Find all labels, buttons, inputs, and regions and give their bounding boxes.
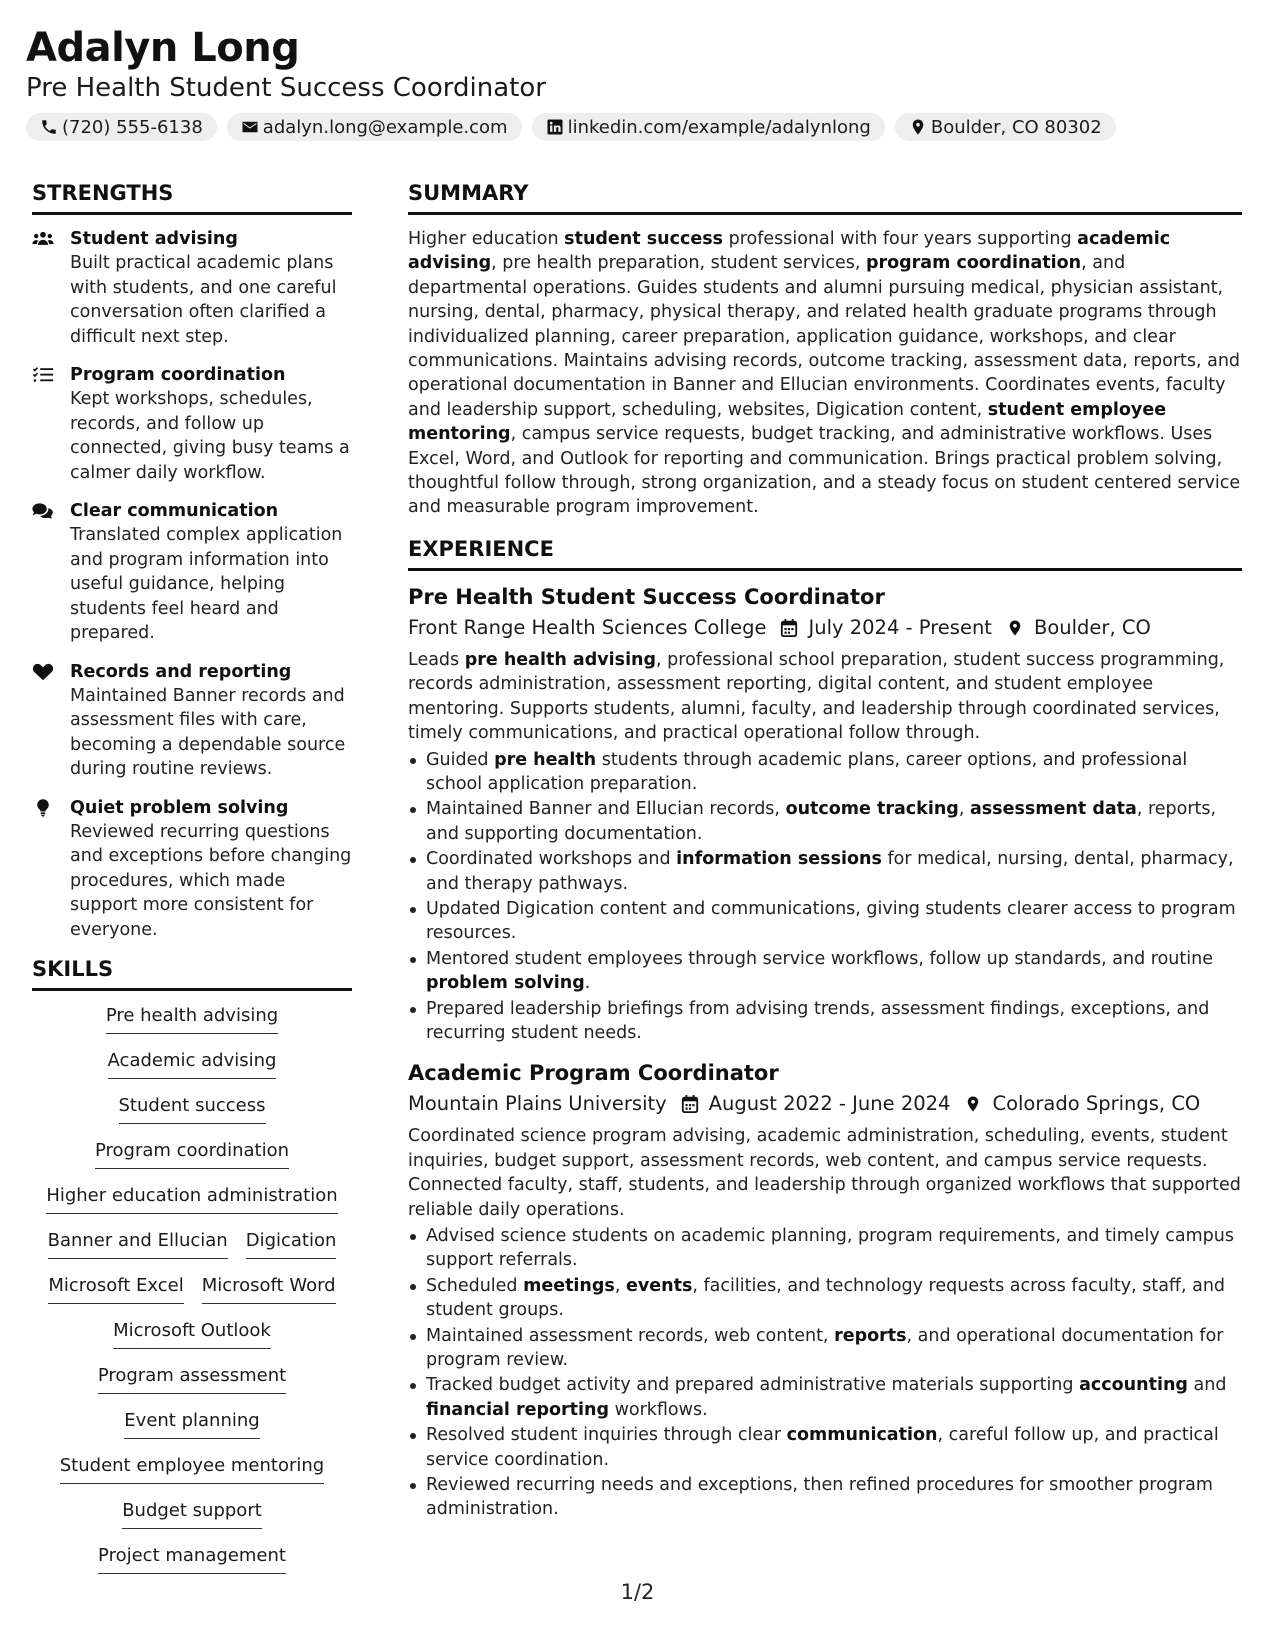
text-segment: Prepared leadership briefings from advising trends, assessment findings, exceptions, and recurring student needs. [426, 998, 1210, 1043]
skill-tag: Pre health advising [106, 1003, 278, 1034]
text-segment: professional with four years supporting [723, 229, 1078, 249]
bullet-item [408, 1224, 1242, 1273]
job-description [408, 1124, 1242, 1222]
bold-keyword: program coordination [865, 253, 1082, 274]
bold-keyword: communication [786, 1425, 938, 1446]
text-segment: . [584, 973, 591, 994]
experience-heading: EXPERIENCE [408, 536, 1242, 571]
skill-row [48, 1228, 337, 1273]
bullet-item [408, 1274, 1242, 1323]
text-segment: Leads [408, 649, 465, 670]
bold-keyword: financial reporting [426, 1399, 609, 1420]
text-segment: Resolved student inquiries through clear [426, 1425, 787, 1446]
bold-keyword: pre health [494, 749, 597, 770]
bullet-item [408, 748, 1242, 797]
contact-location-text: Boulder, CO 80302 [930, 116, 1102, 138]
job-dates: July 2024 - Present [808, 615, 992, 639]
calendar-icon [681, 1094, 699, 1114]
bullet-item [408, 1324, 1242, 1373]
strength-description: Maintained Banner records and assessment files with care, becoming a dependable source during routine reviews. [70, 685, 346, 779]
contact-location[interactable] [895, 113, 1116, 141]
strength-description: Kept workshops, schedules, records, and follow up connected, giving busy teams a calmer daily workflow. [70, 389, 350, 483]
strength-item [32, 227, 352, 349]
skill-row [119, 1093, 266, 1138]
strength-item [32, 499, 352, 646]
job-location: Boulder, CO [1033, 615, 1151, 639]
text-segment: for medical, nursing, dental, pharmacy, and therapy pathways. [426, 849, 1234, 894]
map-pin-icon [964, 1094, 982, 1114]
text-segment: workflows. [609, 1399, 708, 1420]
text-segment: Maintained assessment records, web content, [426, 1325, 835, 1346]
contact-bar [26, 113, 1116, 141]
job-meta [408, 614, 1242, 642]
bold-keyword: accounting [1079, 1375, 1188, 1396]
text-segment: Updated Digication content and communications, giving students clearer access to program resources. [426, 898, 1236, 944]
skill-tag: Program assessment [98, 1363, 286, 1394]
text-segment: students through academic plans, career options, and professional school application preparation. [426, 749, 1188, 794]
bullet-item [408, 1373, 1242, 1422]
bold-keyword: information sessions [676, 849, 882, 870]
text-segment: Reviewed recurring needs and exceptions, then refined procedures for smoother program administration. [426, 1475, 1213, 1520]
strength-item [32, 796, 352, 943]
job-title: Pre Health Student Success Coordinator [408, 584, 885, 609]
page-indicator: 1/2 [620, 1580, 655, 1604]
text-segment: , and operational documentation for program review. [426, 1325, 1224, 1371]
skill-row [108, 1048, 277, 1093]
strength-description: Reviewed recurring questions and exceptions before changing procedures, which made support more consistent for everyone. [70, 821, 352, 940]
strength-title: Student advising [70, 229, 238, 249]
bold-keyword: student success [564, 229, 724, 249]
skill-tag: Digication [246, 1228, 337, 1259]
bullet-item [408, 1423, 1242, 1472]
job-description [408, 648, 1242, 746]
skill-row [46, 1183, 337, 1228]
summary-heading: SUMMARY [408, 180, 1242, 215]
experience-list [408, 583, 1242, 1522]
bullet-item [408, 1473, 1242, 1522]
skill-tag: Student employee mentoring [60, 1453, 324, 1484]
right-column [408, 180, 1242, 1536]
skill-row [98, 1363, 286, 1408]
contact-email-text: adalyn.long@example.com [262, 116, 508, 138]
heart-icon [32, 662, 54, 682]
skill-row [124, 1408, 259, 1453]
bold-keyword: outcome tracking [785, 799, 959, 820]
bullet-item [408, 797, 1242, 846]
skill-row [113, 1318, 271, 1363]
strength-title: Records and reporting [70, 661, 292, 682]
strengths-heading: STRENGTHS [32, 180, 352, 215]
bullet-item [408, 997, 1242, 1046]
text-segment: Tracked budget activity and prepared administrative materials supporting [426, 1375, 1080, 1396]
bold-keyword: events [625, 1275, 693, 1296]
skill-tag: Program coordination [95, 1138, 289, 1169]
bold-keyword: student employee mentoring [408, 399, 1167, 445]
strength-description: Built practical academic plans with students, and one careful conversation often clarified a difficult next step. [70, 253, 337, 347]
checklist-icon [32, 365, 54, 385]
text-segment: , and departmental operations. Guides students and alumni pursuing medical, physician assistant, nursing, dental, pharmacy, physical therapy, and related health graduate programs through individualized planning, career preparation, application guidance, workshops, and clear communications. Maintains advising records, outcome tracking, assessment data, reports, and operational documentation in Banner and Ellucian environments. Coordinates events, faculty and leadership support, scheduling, websites, Digication content, [408, 253, 1241, 420]
skill-row [106, 1003, 278, 1048]
strength-item [32, 660, 352, 782]
job-title: Academic Program Coordinator [408, 1061, 779, 1086]
skill-row [60, 1453, 324, 1498]
skill-tag: Student success [119, 1093, 266, 1124]
company-name: Front Range Health Sciences College [408, 615, 767, 639]
left-column [32, 180, 352, 1588]
bullet-item [408, 847, 1242, 896]
text-segment: , professional school preparation, student success programming, records administration, assessment reporting, digital content, and student employee mentoring. Supports students, alumni, faculty, and leadership through coordinated services, timely communications, and practical operational follow through. [408, 649, 1225, 744]
text-segment: , facilities, and technology requests across faculty, staff, and student groups. [426, 1275, 1226, 1321]
skill-tag: Project management [98, 1543, 286, 1574]
job-bullets [408, 1224, 1242, 1522]
skill-tag: Banner and Ellucian [48, 1228, 228, 1259]
job-dates: August 2022 - June 2024 [708, 1092, 951, 1116]
lightbulb-icon [32, 798, 54, 818]
bold-keyword: meetings [523, 1275, 615, 1296]
summary-text [408, 227, 1242, 520]
skill-tag: Event planning [124, 1408, 259, 1439]
strength-description: Translated complex application and program information into useful guidance, helping students feel heard and prepared. [70, 525, 343, 643]
users-icon [32, 229, 54, 249]
text-segment: , [614, 1275, 626, 1296]
company-name: Mountain Plains University [408, 1092, 667, 1116]
text-segment: Maintained Banner and Ellucian records, [426, 799, 786, 820]
skill-row [95, 1138, 289, 1183]
strength-title: Program coordination [70, 365, 286, 385]
skill-tag: Microsoft Outlook [113, 1318, 271, 1349]
text-segment: Higher education [408, 229, 565, 249]
text-segment: Coordinated science program advising, academic administration, scheduling, events, student inquiries, budget support, assessment records, web content, and campus service requests. Connected faculty, staff, students, and leadership through organized workflows that supported reliable daily operations. [408, 1126, 1241, 1220]
text-segment: Mentored student employees through service workflows, follow up standards, and routine [426, 948, 1213, 969]
contact-email[interactable] [227, 113, 522, 141]
text-segment: and [1187, 1375, 1227, 1396]
skill-row [122, 1498, 262, 1543]
skill-tag: Academic advising [108, 1048, 277, 1079]
chat-bubbles-icon [32, 501, 54, 521]
strength-title: Clear communication [70, 501, 279, 521]
bold-keyword: problem solving [426, 973, 585, 994]
contact-linkedin[interactable] [532, 113, 885, 141]
strength-title: Quiet problem solving [70, 797, 289, 818]
text-segment: , pre health preparation, student services, [491, 253, 866, 274]
text-segment: Coordinated workshops and [426, 849, 677, 870]
skill-row [48, 1273, 335, 1318]
contact-phone[interactable] [26, 113, 217, 141]
bold-keyword: assessment data [969, 799, 1137, 820]
text-segment: , campus service requests, budget tracking, and administrative workflows. Uses Excel, Word, and Outlook for reporting and communication. Brings practical problem solving, thoughtful follow through, strong organization, and a steady focus on student centered service and measurable program improvement. [408, 424, 1241, 518]
candidate-title: Pre Health Student Success Coordinator [26, 73, 546, 103]
job-entry [408, 583, 1242, 1046]
job-location: Colorado Springs, CO [992, 1092, 1201, 1116]
map-pin-icon [1006, 618, 1024, 638]
skill-tag: Higher education administration [46, 1183, 337, 1214]
text-segment: Scheduled [426, 1275, 524, 1296]
skill-tag: Microsoft Word [202, 1273, 336, 1304]
phone-icon [40, 118, 58, 136]
calendar-icon [780, 618, 798, 638]
map-pin-icon [909, 118, 927, 136]
strength-item [32, 363, 352, 485]
skill-tag: Budget support [122, 1498, 262, 1529]
job-entry [408, 1059, 1242, 1522]
linkedin-icon [546, 118, 564, 136]
bold-keyword: reports [834, 1325, 907, 1346]
bullet-item [408, 897, 1242, 946]
skills-heading: SKILLS [32, 956, 352, 991]
skill-tag: Microsoft Excel [48, 1273, 183, 1304]
contact-phone-text: (720) 555-6138 [62, 116, 203, 138]
contact-linkedin-text: linkedin.com/example/adalynlong [567, 116, 871, 138]
skills-list [32, 1003, 352, 1588]
resume-header [26, 24, 546, 104]
bold-keyword: pre health advising [464, 649, 657, 670]
bold-keyword: academic advising [408, 229, 1171, 274]
candidate-name: Adalyn Long [26, 25, 300, 71]
job-meta [408, 1090, 1242, 1118]
bullet-item [408, 947, 1242, 996]
text-segment: , [958, 799, 970, 820]
text-segment: Advised science students on academic planning, program requirements, and timely campus support referrals. [426, 1226, 1234, 1271]
job-bullets [408, 748, 1242, 1046]
text-segment: Guided [426, 749, 495, 770]
text-segment: , reports, and supporting documentation. [426, 799, 1217, 844]
envelope-icon [241, 118, 259, 136]
text-segment: , careful follow up, and practical service coordination. [426, 1425, 1219, 1470]
